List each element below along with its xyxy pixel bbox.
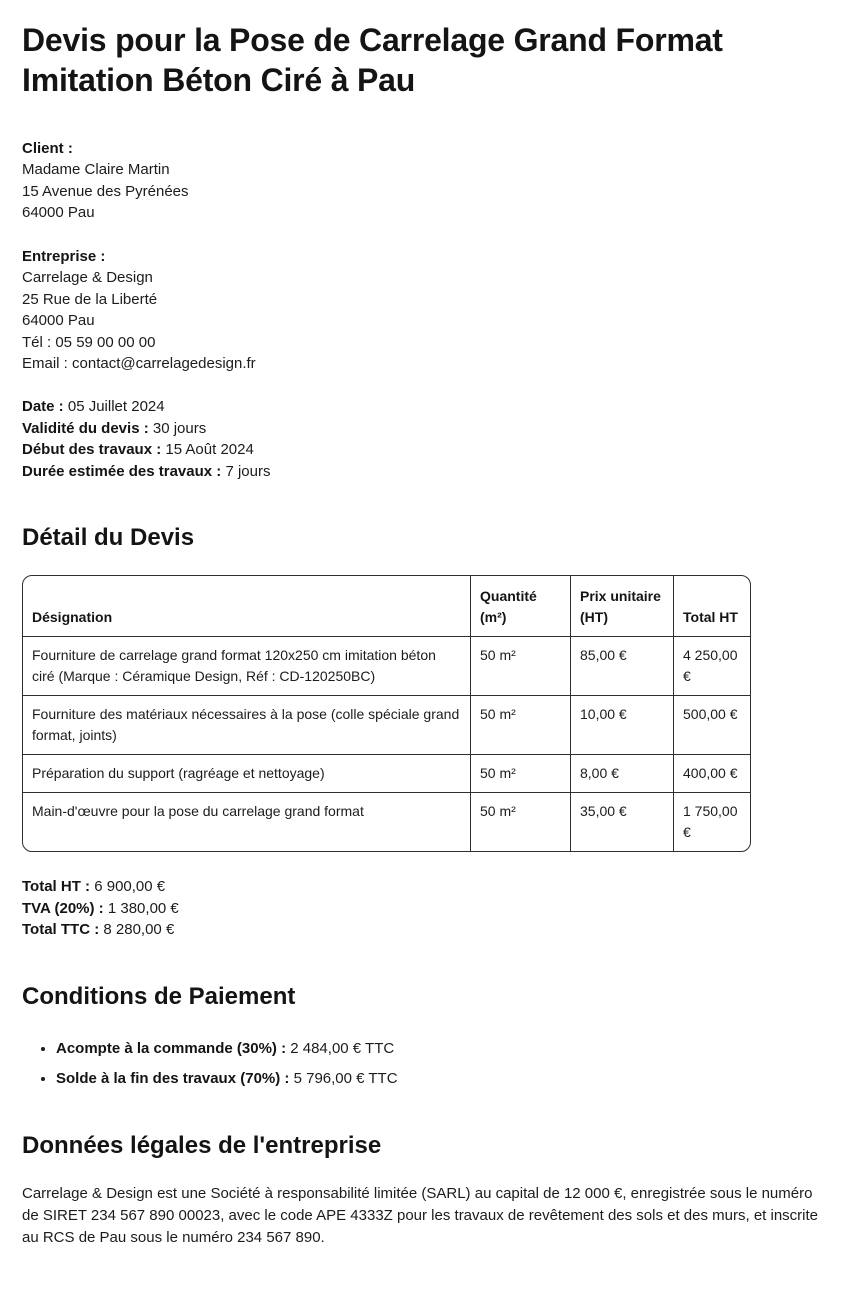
quantite-cell: 50 m² [471, 637, 571, 696]
payment-item-acompte [56, 1038, 826, 1059]
devis-table [22, 575, 751, 852]
validity-label: Validité du devis : [22, 419, 149, 437]
entreprise-label: Entreprise : [22, 247, 106, 265]
section-heading-payment: Conditions de Paiement [22, 982, 296, 1010]
totals-block [22, 876, 826, 940]
validity-line [22, 418, 826, 439]
quantite-cell: 50 m² [471, 755, 571, 793]
prix-unitaire-cell: 35,00 € [571, 793, 674, 851]
start-label: Début des travaux : [22, 441, 162, 459]
duration-value: 7 jours [225, 462, 271, 480]
page-title: Devis pour la Pose de Carrelage Grand Format Imitation Béton Ciré à Pau [22, 22, 723, 98]
entreprise-name: Carrelage & Design [22, 269, 153, 287]
col-header-quantite: Quantité (m²) [471, 576, 571, 637]
total-ttc-value: 8 280,00 € [103, 921, 175, 939]
designation-cell: Préparation du support (ragréage et nettoyage) [23, 755, 471, 793]
date-label: Date : [22, 398, 64, 416]
payment-item-solde [56, 1068, 826, 1089]
total-ht-cell: 400,00 € [674, 755, 750, 793]
duration-label: Durée estimée des travaux : [22, 462, 222, 480]
entreprise-email: Email : contact@carrelagedesign.fr [22, 354, 256, 372]
start-line [22, 439, 826, 460]
solde-value: 5 796,00 € TTC [293, 1070, 398, 1088]
quantite-cell: 50 m² [471, 696, 571, 755]
prix-unitaire-cell: 8,00 € [571, 755, 674, 793]
tva-label: TVA (20%) : [22, 899, 104, 917]
table-row [23, 793, 750, 851]
client-city: 64000 Pau [22, 204, 95, 222]
client-block [22, 138, 826, 224]
total-ht-cell: 4 250,00 € [674, 637, 750, 696]
entreprise-label-line [22, 246, 826, 267]
client-label-line [22, 138, 826, 159]
total-ht-label: Total HT : [22, 878, 91, 896]
date-value: 05 Juillet 2024 [67, 398, 165, 416]
solde-label: Solde à la fin des travaux (70%) : [56, 1070, 290, 1088]
section-heading-detail: Détail du Devis [22, 524, 195, 552]
client-label: Client : [22, 140, 73, 157]
table-row [23, 696, 750, 755]
entreprise-city: 64000 Pau [22, 312, 95, 330]
client-name: Madame Claire Martin [22, 161, 170, 179]
tva-line [22, 898, 826, 919]
section-heading-legal: Données légales de l'entreprise [22, 1131, 382, 1159]
designation-cell: Main-d'œuvre pour la pose du carrelage grand format [23, 793, 471, 851]
total-ttc-line [22, 919, 826, 940]
prix-unitaire-cell: 85,00 € [571, 637, 674, 696]
acompte-label: Acompte à la commande (30%) : [56, 1039, 287, 1057]
acompte-value: 2 484,00 € TTC [290, 1039, 395, 1057]
legal-text: Carrelage & Design est une Société à responsabilité limitée (SARL) au capital de 12 000 €, enregistrée sous le numéro de SIRET 234 567 890 00023, avec le code APE 4333Z pour les travaux de revêtement des sols et des murs, et inscrite au RCS de Pau sous le numéro 234 567 890. [22, 1184, 819, 1246]
total-ht-value: 6 900,00 € [94, 878, 166, 896]
client-street: 15 Avenue des Pyrénées [22, 182, 189, 200]
duration-line [22, 461, 826, 482]
total-ht-cell: 500,00 € [674, 696, 750, 755]
designation-cell: Fourniture des matériaux nécessaires à la pose (colle spéciale grand format, joints) [23, 696, 471, 755]
designation-cell: Fourniture de carrelage grand format 120x250 cm imitation béton ciré (Marque : Céramique Design, Réf : CD-120250BC) [23, 637, 471, 696]
meta-block [22, 396, 826, 482]
date-line [22, 396, 826, 417]
start-value: 15 Août 2024 [165, 441, 254, 459]
total-ht-cell: 1 750,00 € [683, 803, 738, 841]
payment-list [22, 1038, 826, 1090]
prix-unitaire-cell: 10,00 € [571, 696, 674, 755]
table-row [23, 637, 750, 696]
entreprise-street: 25 Rue de la Liberté [22, 290, 158, 308]
quantite-cell: 50 m² [471, 793, 571, 851]
validity-value: 30 jours [152, 419, 207, 437]
table-header-row [23, 576, 750, 637]
table-row [23, 755, 750, 793]
tva-value: 1 380,00 € [107, 899, 179, 917]
col-header-total-ht: Total HT [674, 576, 750, 637]
entreprise-block [22, 246, 826, 375]
col-header-prix-unitaire: Prix unitaire (HT) [571, 576, 674, 637]
col-header-designation: Désignation [23, 576, 471, 637]
total-ht-line [22, 876, 826, 897]
entreprise-phone: Tél : 05 59 00 00 00 [22, 333, 156, 351]
total-ttc-label: Total TTC : [22, 921, 100, 939]
